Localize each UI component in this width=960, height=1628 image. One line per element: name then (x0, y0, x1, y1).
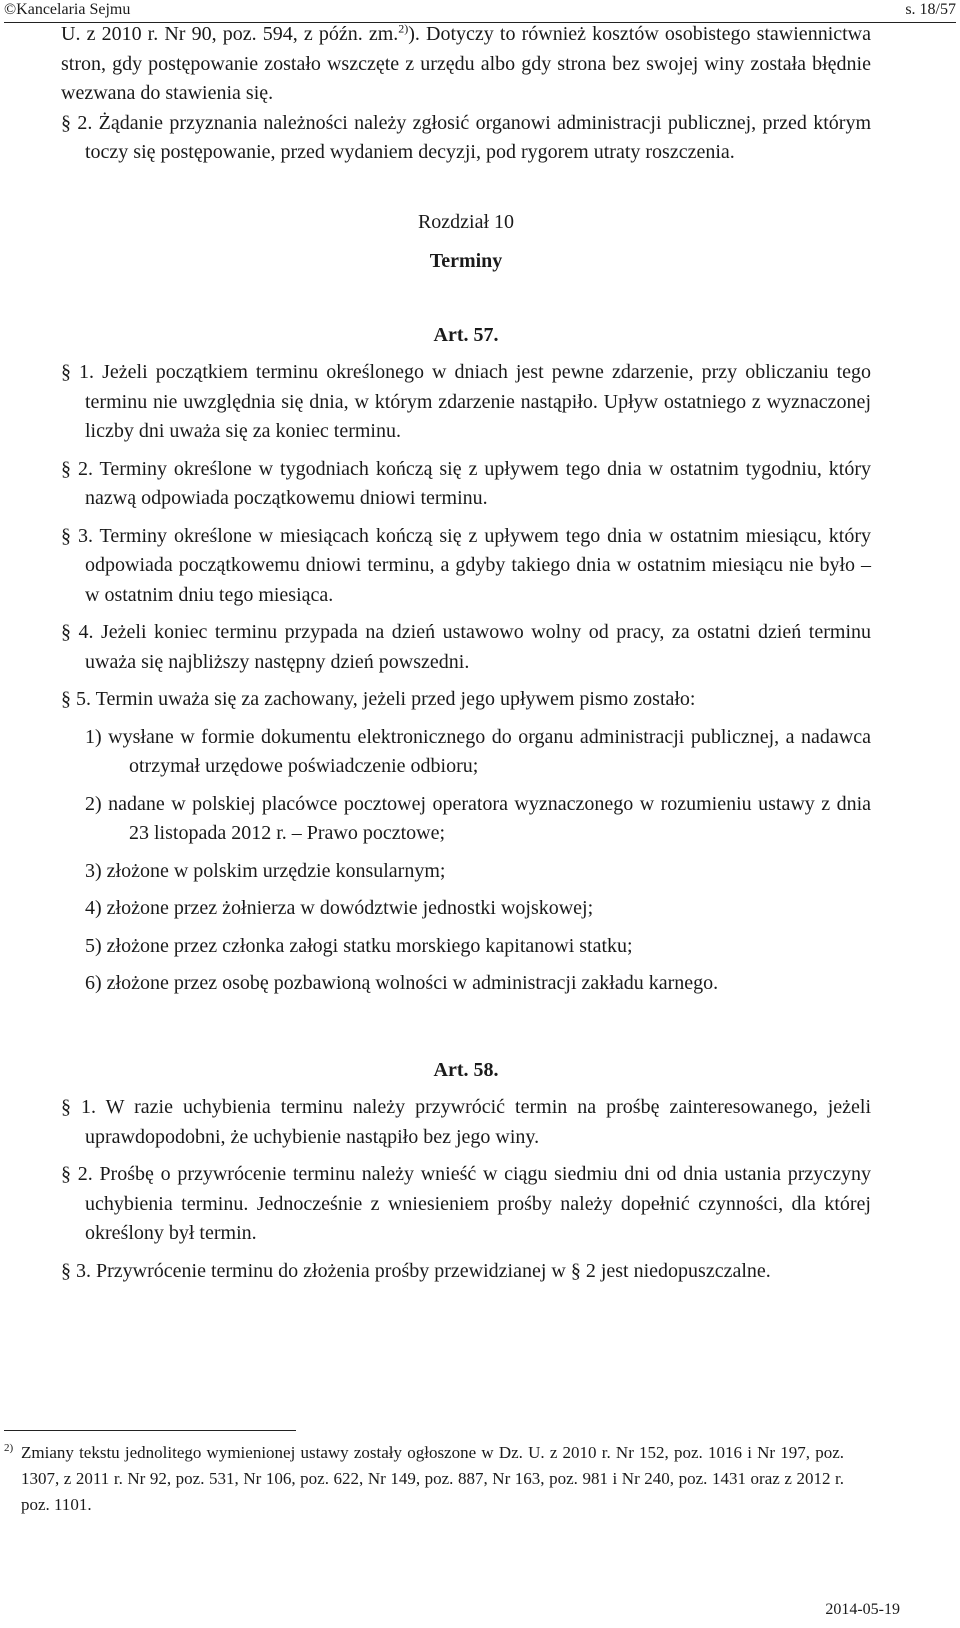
art57-section-2: § 2. Terminy określone w tygodniach kończą się z upływem tego dnia w ostatnim tygodniu, który nazwą odpowiada początkowemu dniowi terminu. (61, 457, 871, 509)
list-item: 1) wysłane w formie dokumentu elektronicznego do organu administracji publicznej, a nadawca otrzymał urzędowe poświadczenie odbioru; (85, 725, 871, 777)
document-body (61, 20, 871, 1286)
intro-section-2: § 2. Żądanie przyznania należności należy zgłosić organowi administracji publicznej, przed którym toczy się postępowanie, przed wydaniem decyzji, pod rygorem utraty roszczenia. (61, 111, 871, 163)
header-page-number: s. 18/57 (905, 1, 956, 18)
art57-section-1: § 1. Jeżeli początkiem terminu określonego w dniach jest pewne zdarzenie, przy obliczaniu tego terminu nie uwzględnia się dnia, w którym zdarzenie nastąpiło. Upływ ostatniego z wyznaczonej liczby dni uważa się za koniec terminu. (61, 361, 871, 442)
footnote-divider (4, 1430, 296, 1431)
list-item: 3) złożone w polskim urzędzie konsularnym; (85, 859, 446, 882)
list-item: 5) złożone przez członka załogi statku morskiego kapitanowi statku; (85, 934, 633, 957)
list-item: 4) złożone przez żołnierza w dowództwie jednostki wojskowej; (85, 897, 594, 919)
article-57-heading: Art. 57. (433, 323, 499, 346)
chapter-number: Rozdział 10 (417, 210, 515, 233)
art58-section-2: § 2. Prośbę o przywrócenie terminu należy wnieść w ciągu siedmiu dni od dnia ustania przyczyny uchybienia terminu. Jednocześnie z wniesieniem prośby należy dopełnić czynności, dla której określony był termin. (61, 1163, 871, 1244)
list-item: 2) nadane w polskiej placówce pocztowej operatora wyznaczonego w rozumieniu ustawy z dnia 23 listopada 2012 r. – Prawo pocztowe; (85, 792, 871, 844)
list-item: 6) złożone przez osobę pozbawioną wolności w administracji zakładu karnego. (85, 972, 719, 994)
art58-section-3: § 3. Przywrócenie terminu do złożenia prośby przewidzianej w § 2 jest niedopuszczalne. (61, 1259, 771, 1282)
footnote (4, 1440, 844, 1518)
footnote-number: 2) (4, 1442, 14, 1454)
art58-section-1: § 1. W razie uchybienia terminu należy przywrócić termin na prośbę zainteresowanego, jeżeli uprawdopodobni, że uchybienie nastąpiło bez jego winy. (61, 1096, 871, 1148)
footnote-ref: 2) (398, 21, 409, 36)
article-58-heading: Art. 58. (433, 1058, 499, 1081)
chapter-title: Terminy (429, 250, 503, 272)
intro-cont-pre: U. z 2010 r. Nr 90, poz. 594, z późn. zm. (61, 23, 399, 45)
header-publisher: ©Kancelaria Sejmu (4, 1, 131, 18)
art57-section-5-list (85, 723, 871, 999)
footer-date: 2014-05-19 (825, 1601, 900, 1618)
art57-section-5: § 5. Termin uważa się za zachowany, jeżeli przed jego upływem pismo zostało: (61, 688, 696, 710)
art57-section-4: § 4. Jeżeli koniec terminu przypada na dzień ustawowo wolny od pracy, za ostatni dzień terminu uważa się najbliższy następny dzień powszedni. (61, 621, 871, 673)
art57-section-3: § 3. Terminy określone w miesiącach kończą się z upływem tego dnia w ostatnim miesiącu, który odpowiada początkowemu dniowi terminu, a gdyby takiego dnia w ostatnim miesiącu nie było – w ostatnim dniu tego miesiąca. (61, 524, 871, 606)
intro-cont-post: ). Dotyczy to również kosztów osobistego stawiennictwa stron, gdy postępowanie zostało wszczęte z urzędu albo gdy strona bez swojej winy została błędnie wezwana do stawienia się. (61, 23, 871, 104)
intro-continuation (61, 20, 871, 109)
footnote-text: Zmiany tekstu jednolitego wymienionej ustawy zostały ogłoszone w Dz. U. z 2010 r. Nr 152, poz. 1016 i Nr 197, poz. 1307, z 2011 r. Nr 92, poz. 531, Nr 106, poz. 622, Nr 149, poz. 887, Nr 163, poz. 981 i Nr 240, poz. 1431 oraz z 2012 r. poz. 1101. (21, 1443, 844, 1514)
